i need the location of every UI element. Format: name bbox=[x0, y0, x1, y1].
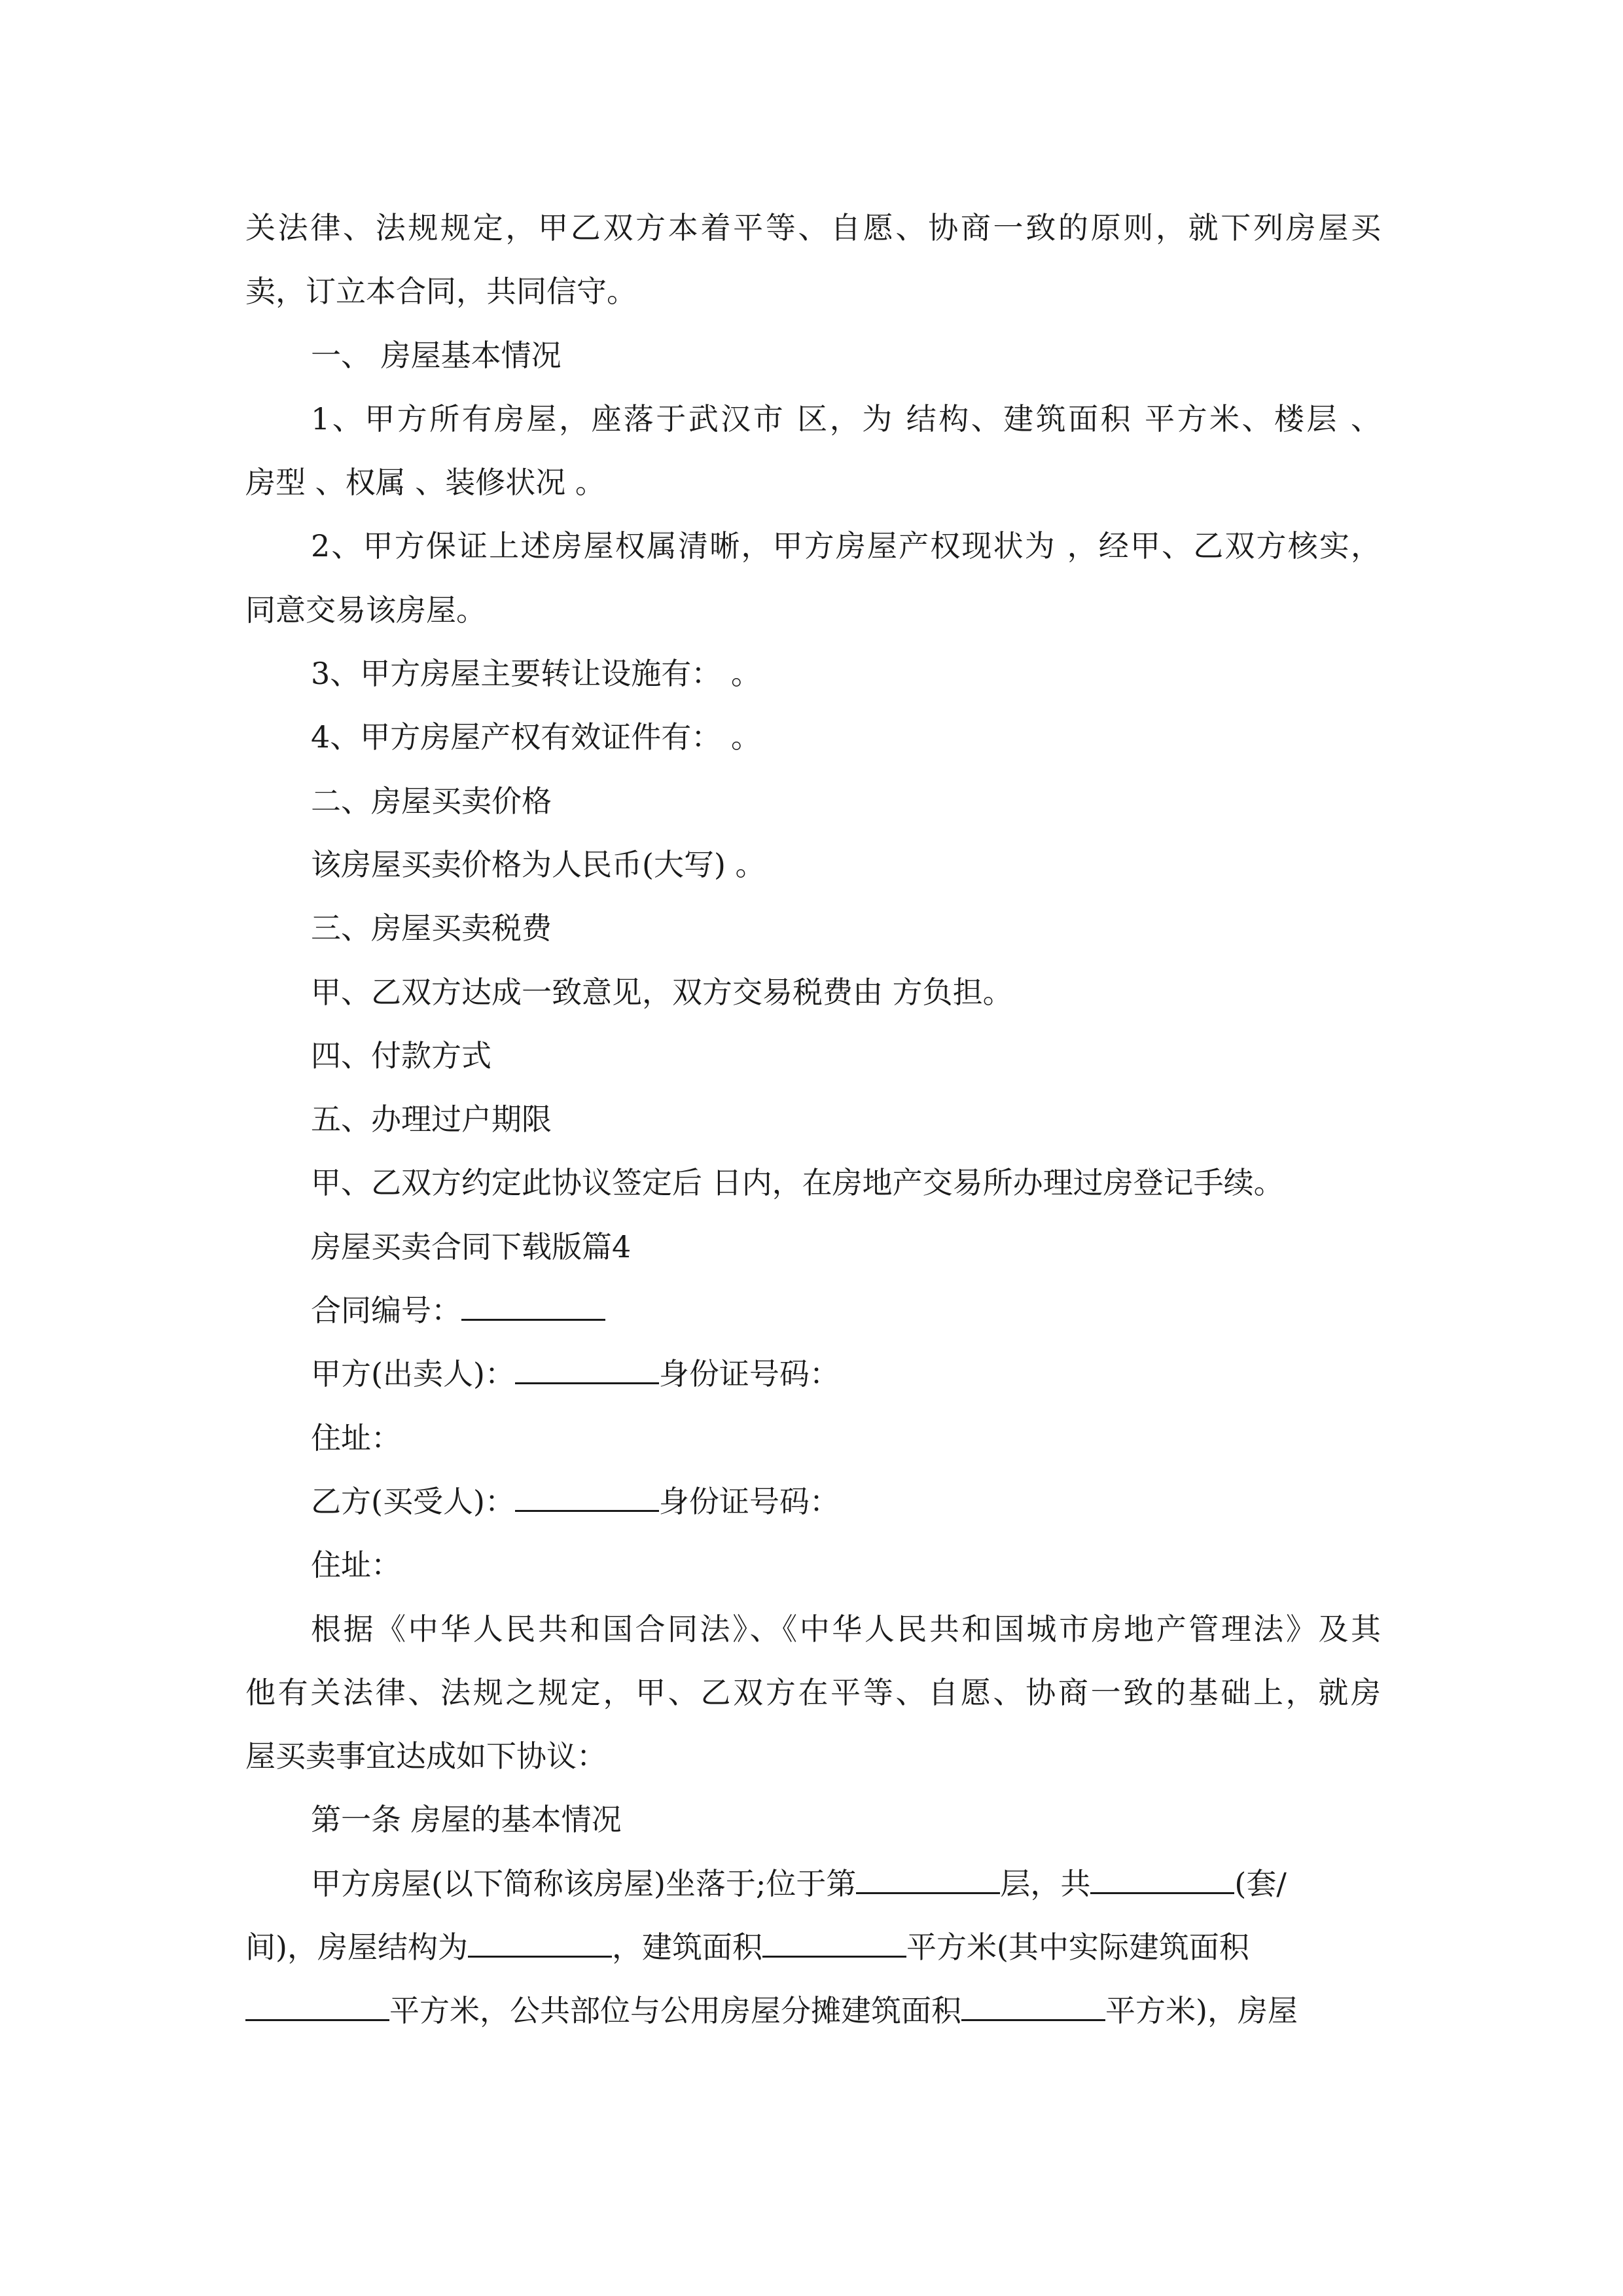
party-b-row bbox=[245, 1470, 1381, 1534]
text-line: 房型 、权属 、装修状况 。 bbox=[245, 465, 605, 501]
party-a-id-label: 身份证号码： bbox=[658, 1356, 840, 1392]
section-heading: 五、办理过户期限 bbox=[311, 1102, 552, 1138]
floor-blank bbox=[856, 1862, 1000, 1894]
section-heading: 二、房屋买卖价格 bbox=[311, 783, 552, 819]
contract-number-label: 合同编号： bbox=[311, 1293, 461, 1329]
text-line: 屋买卖事宜达成如下协议： bbox=[245, 1738, 607, 1774]
text-line: 3、甲方房屋主要转让设施有： 。 bbox=[311, 656, 761, 692]
party-b-blank bbox=[515, 1480, 659, 1512]
contract-number-row bbox=[245, 1279, 1381, 1342]
area-blank bbox=[762, 1926, 906, 1958]
party-a-label: 甲方(出卖人)： bbox=[311, 1356, 515, 1392]
text-line: 同意交易该房屋。 bbox=[245, 592, 486, 628]
clause-text: 平方米)，房屋 bbox=[1105, 1993, 1298, 2029]
party-b-address-row bbox=[245, 1534, 1381, 1597]
party-b-address-label: 住址： bbox=[311, 1547, 401, 1583]
clause-text: 平方米，公共部位与公用房屋分摊建筑面积 bbox=[389, 1993, 961, 2029]
party-a-address-label: 住址： bbox=[311, 1420, 401, 1456]
house-clause-line-3 bbox=[245, 1979, 1381, 2043]
text-line: 4、甲方房屋产权有效证件有： 。 bbox=[311, 719, 761, 755]
clause-text: 层，共 bbox=[1000, 1865, 1091, 1901]
party-a-blank bbox=[515, 1352, 659, 1384]
text-line: 1、甲方所有房屋，座落于武汉市 区，为 结构、建筑面积 平方米、楼层 、 bbox=[311, 401, 1381, 437]
text-line: 甲、乙双方约定此协议签定后 日内，在房地产交易所办理过房登记手续。 bbox=[311, 1165, 1284, 1201]
text-line: 卖，订立本合同，共同信守。 bbox=[245, 274, 637, 310]
section-heading: 四、付款方式 bbox=[311, 1037, 491, 1073]
text-line: 他有关法律、法规之规定，甲、乙双方在平等、自愿、协商一致的基础上，就房 bbox=[245, 1674, 1381, 1710]
clause-text: ，建筑面积 bbox=[611, 1929, 762, 1965]
clause-text: 平方米(其中实际建筑面积 bbox=[906, 1929, 1249, 1965]
document-title: 房屋买卖合同下载版篇4 bbox=[311, 1229, 632, 1265]
house-clause-line-2 bbox=[245, 1916, 1381, 1979]
text-line: 该房屋买卖价格为人民币(大写) 。 bbox=[311, 846, 766, 882]
document-body bbox=[245, 196, 1381, 2043]
contract-number-blank bbox=[461, 1289, 605, 1321]
section-heading: 第一条 房屋的基本情况 bbox=[311, 1802, 622, 1838]
shared-area-blank bbox=[961, 1989, 1105, 2021]
text-line: 2、甲方保证上述房屋权属清晰，甲方房屋产权现状为 ，经甲、乙双方核实， bbox=[311, 528, 1381, 564]
house-clause-line-1 bbox=[245, 1852, 1381, 1916]
structure-blank bbox=[468, 1926, 612, 1958]
party-a-address-row bbox=[245, 1407, 1381, 1470]
party-b-id-label: 身份证号码： bbox=[658, 1483, 840, 1519]
section-heading: 三、房屋买卖税费 bbox=[311, 910, 552, 946]
clause-text: (套/ bbox=[1234, 1865, 1287, 1901]
party-a-row bbox=[245, 1342, 1381, 1406]
text-line: 根据《中华人民共和国合同法》、《中华人民共和国城市房地产管理法》及其 bbox=[311, 1611, 1381, 1647]
actual-area-blank bbox=[245, 1989, 389, 2021]
section-heading: 一、 房屋基本情况 bbox=[311, 337, 562, 373]
party-b-label: 乙方(买受人)： bbox=[311, 1483, 515, 1519]
text-line: 甲、乙双方达成一致意见，双方交易税费由 方负担。 bbox=[311, 974, 1013, 1010]
clause-text: 间)，房屋结构为 bbox=[245, 1929, 468, 1965]
total-floors-blank bbox=[1090, 1862, 1234, 1894]
text-line: 关法律、法规规定，甲乙双方本着平等、自愿、协商一致的原则，就下列房屋买 bbox=[245, 210, 1381, 245]
clause-text: 甲方房屋(以下简称该房屋)坐落于;位于第 bbox=[311, 1865, 857, 1901]
